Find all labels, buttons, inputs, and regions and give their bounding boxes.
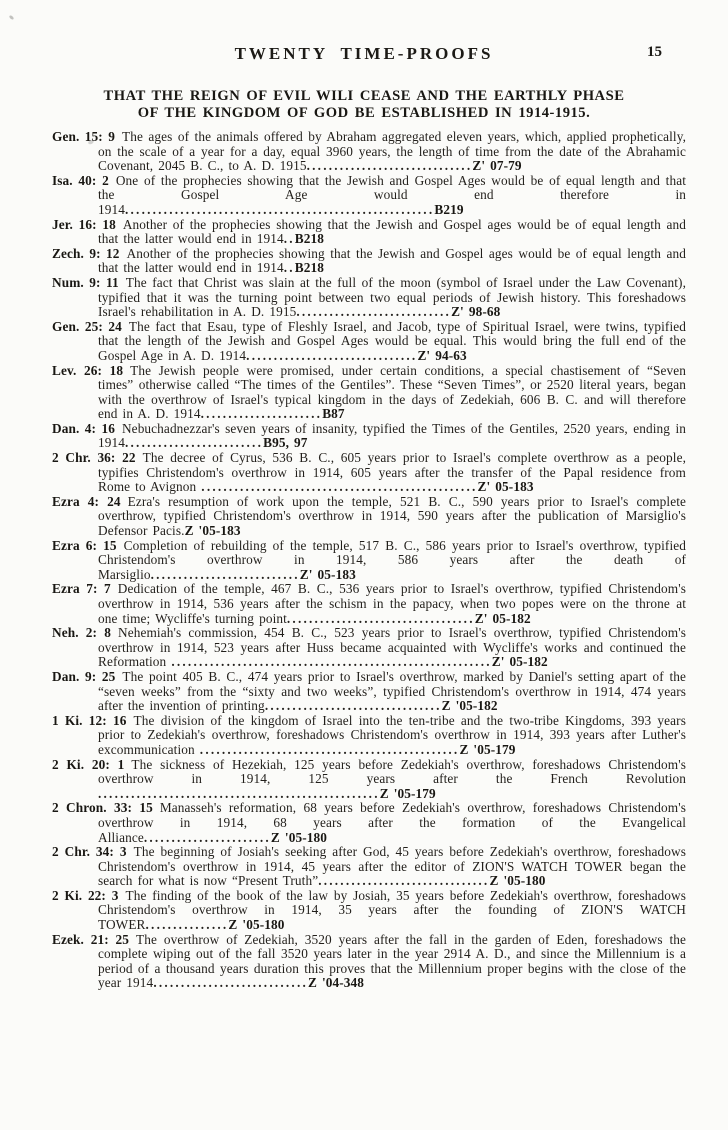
time-proof-entry	[52, 626, 686, 670]
dot-leader: ...............................	[246, 347, 418, 363]
scripture-ref: 2 Chr. 36: 22	[52, 450, 136, 466]
dot-leader: ..................................................	[201, 479, 478, 495]
time-proof-entry	[52, 130, 686, 174]
scripture-ref: Zech. 9: 12	[52, 245, 120, 261]
time-proof-entry	[52, 247, 686, 276]
page-header	[0, 0, 728, 64]
dot-leader: ...............................	[318, 873, 490, 889]
entry-text: The fact that Esau, type of Fleshly Israel, and Jacob, type of Spiritual Israel, were twins, typified that the length of the Jewish and Gospel Ages would be equal. This would bring the full end of the Gospel Age in A. D. 1914	[98, 318, 686, 363]
section-heading-line2: OF THE KINGDOM OF GOD BE ESTABLISHED IN 1914-1915.	[137, 105, 591, 121]
dot-leader: ...............................................	[199, 741, 460, 757]
citation: Z '05-179	[379, 785, 436, 801]
scripture-ref: Jer. 16: 18	[52, 216, 116, 232]
citation: Z' 07-79	[472, 158, 522, 174]
time-proof-entry	[52, 320, 686, 364]
entry-text: Another of the prophecies showing that the Jewish and Gospel ages would be of equal length and that the latter would end in 1914	[98, 245, 686, 276]
entry-text: The beginning of Josiah's seeking after God, 45 years before Zedekiah's overthrow, foreshadows Christendom's overthrow in 1914, 45 years after the editor of ZION'S WATCH TOWER began the search for what is now “Present Truth”	[98, 844, 687, 889]
dot-leader: ..	[283, 260, 295, 276]
citation: B87	[322, 406, 345, 422]
citation: B219	[434, 201, 464, 217]
entry-text: The point 405 B. C., 474 years prior to Israel's overthrow, marked by Daniel's setting apart of the “seven weeks” from the “sixty and two weeks”, typified Christendom's overthrow in 1914, 474 years after the invention of printing	[98, 668, 686, 714]
time-proof-entry	[52, 364, 686, 422]
scripture-ref: Gen. 15: 9	[52, 129, 115, 144]
citation: Z '04-348	[308, 975, 365, 991]
scripture-ref: 1 Ki. 12: 16	[52, 712, 127, 728]
citation: B95, 97	[263, 435, 308, 451]
dot-leader: ...............	[145, 917, 229, 933]
citation: Z' 05-183	[299, 566, 356, 582]
entry-text: Ezra's resumption of work upon the temple, 521 B. C., 590 years prior to Israel's complete overthrow, typified Christendom's overthrow in 1914, 590 years after the publication of Marsiglio's Defensor Pacis.	[98, 493, 686, 539]
dot-leader: ..................................	[286, 610, 475, 626]
scripture-ref: 2 Chr. 34: 3	[52, 844, 127, 860]
time-proof-entry	[52, 539, 686, 583]
citation: Z' 05-183	[477, 479, 534, 495]
citation: Z '05-183	[184, 523, 241, 539]
dot-leader: .........................	[125, 435, 264, 451]
time-proof-entry	[52, 174, 686, 218]
entry-text: One of the prophecies showing that the Jewish and Gospel Ages would be of equal length and that the Gospel Age would end therefore in 1914	[98, 172, 687, 217]
time-proof-entry	[52, 670, 686, 714]
dot-leader: ...........................	[150, 566, 300, 582]
dot-leader: .......................	[143, 829, 271, 845]
entry-text: The decree of Cyrus, 536 B. C., 605 years prior to Israel's complete overthrow as a people, typifies Christendom's overthrow in 1914, 605 years after the transfer of the Papal residence from Rome to Avignon	[98, 450, 687, 495]
time-proof-entry	[52, 714, 686, 758]
time-proof-entry	[52, 758, 686, 802]
running-title: TWENTY TIME-PROOFS	[234, 44, 494, 63]
dot-leader: ..	[283, 231, 295, 247]
scripture-ref: Ezra 6: 15	[52, 537, 117, 553]
citation: B218	[294, 231, 325, 247]
scripture-ref: Gen. 25: 24	[52, 318, 122, 334]
entries-list	[52, 130, 686, 991]
section-heading-line1: THAT THE REIGN OF EVIL WILI CEASE AND THE EARTHLY PHASE	[103, 88, 625, 104]
entry-text: The overthrow of Zedekiah, 3520 years after the fall in the garden of Eden, foreshadows the complete wiping out of the fall 3520 years later in the year 2914 A. D., and since the Millennium is a period of a thousand years duration this proves that the Millennium proper begins with the close of the year 1914	[98, 931, 686, 991]
dot-leader: ........................................................	[125, 201, 435, 217]
time-proof-entry	[52, 218, 686, 247]
scan-speckle	[140, 112, 143, 115]
dot-leader: ......................	[200, 406, 323, 422]
time-proof-entry	[52, 889, 686, 933]
entry-text: The finding of the book of the law by Josiah, 35 years before Zedekiah's overthrow, foreshadows Christendom's overthrow in 1914, 35 years after the founding of ZION'S WATCH TOWER	[98, 887, 686, 933]
scripture-ref: Isa. 40: 2	[52, 172, 109, 188]
scripture-ref: Ezek. 21: 25	[52, 931, 130, 947]
time-proof-entry	[52, 801, 686, 845]
scripture-ref: Dan. 4: 16	[52, 420, 115, 436]
scripture-ref: Ezra 7: 7	[52, 581, 111, 597]
dot-leader: ...................................................	[98, 785, 380, 801]
dot-leader: ............................	[153, 975, 308, 991]
entry-text: The sickness of Hezekiah, 125 years before Zedekiah's overthrow, foreshadows Christendom's overthrow in 1914, 125 years after the French Revolution	[98, 756, 686, 787]
citation: Z '05-180	[270, 829, 327, 845]
time-proof-entry	[52, 422, 686, 451]
scripture-ref: Ezra 4: 24	[52, 493, 121, 509]
scripture-ref: Dan. 9: 25	[52, 668, 116, 684]
entry-text: Another of the prophecies showing that the Jewish and Gospel ages would be of equal length and that the latter would end in 1914	[98, 216, 687, 247]
entry-text: Manasseh's reformation, 68 years before Zedekiah's overthrow, foreshadows Christendom's overthrow in 1914, 68 years after the formation of the Evangelical Alliance	[98, 800, 686, 845]
citation: B218	[294, 260, 325, 276]
citation: Z' 05-182	[491, 654, 548, 670]
scripture-ref: 2 Chron. 33: 15	[52, 800, 153, 816]
citation: Z '05-180	[228, 917, 285, 933]
page-number: 15	[647, 44, 662, 60]
scripture-ref: Neh. 2: 8	[52, 625, 112, 641]
time-proof-entry	[52, 276, 686, 320]
entry-text: Completion of rebuilding of the temple, 517 B. C., 586 years prior to Israel's overthrow, typified Christendom's overthrow in 1914, 586 years after the death of Marsiglio	[98, 537, 686, 582]
section-heading	[28, 88, 700, 122]
entry-text: Nebuchadnezzar's seven years of insanity, typified the Times of the Gentiles, 2520 years, ending in 1914	[98, 420, 686, 451]
entry-text: The Jewish people were promised, under certain conditions, a special chastisement of “Seven times” otherwise called “The times of the Gentiles”. These “Seven Times”, or 2520 literal years, began with the overthrow of Israel's typical kingdom in the days of Zedekiah, 606 B. C. and will therefore end in A. D. 1914	[98, 362, 686, 422]
dot-leader: ............................	[296, 304, 452, 320]
scripture-ref: 2 Ki. 22: 3	[52, 887, 119, 903]
entry-text: The division of the kingdom of Israel into the ten-tribe and the two-tribe Kingdoms, 393 years prior to Zedekiah's overthrow, foreshadows Christendom's overthrow in 1914, 393 years after Luther's excommunication	[98, 712, 686, 757]
dot-leader: ................................	[264, 698, 442, 714]
entry-text: The fact that Christ was slain at the full of the moon (symbol of Israel under the Law Covenant), typified that it was the turning point between two equal periods of Jewish history. This foreshadows Israel's rehabilitation in A. D. 1915	[98, 274, 687, 320]
entry-text: The ages of the animals offered by Abraham aggregated eleven years, which, applied prophetically, on the scale of a year for a day, equal 3960 years, the length of time from the date of the Abrahamic Covenant, 2045 B. C., to A. D. 1915	[98, 129, 686, 174]
scripture-ref: Num. 9: 11	[52, 274, 119, 290]
time-proof-entry	[52, 495, 686, 539]
entry-text: Nehemiah's commission, 454 B. C., 523 years prior to Israel's overthrow, typified Christendom's overthrow in 1914, 523 years after Huss became acquainted with Wycliffe's works and continued the Reformation	[98, 625, 686, 670]
citation: Z '05-180	[489, 873, 546, 889]
time-proof-entry	[52, 933, 686, 991]
citation: Z' 94-63	[417, 347, 467, 363]
citation: Z '05-179	[459, 741, 516, 757]
citation: Z' 05-182	[474, 610, 531, 626]
dot-leader: ..............................	[306, 158, 473, 174]
citation: Z' 98-68	[451, 304, 501, 320]
entry-text: Dedication of the temple, 467 B. C., 536 years prior to Israel's overthrow, typified Christendom's overthrow in 1914, 536 years after the schism in the papacy, when two popes were on the throne at one time; Wycliffe's turning point	[98, 581, 686, 626]
time-proof-entry	[52, 582, 686, 626]
scripture-ref: 2 Ki. 20: 1	[52, 756, 125, 772]
scripture-ref: Lev. 26: 18	[52, 362, 124, 378]
dot-leader: ..........................................................	[171, 654, 492, 670]
time-proof-entry	[52, 845, 686, 889]
time-proof-entry	[52, 451, 686, 495]
citation: Z '05-182	[441, 698, 498, 714]
